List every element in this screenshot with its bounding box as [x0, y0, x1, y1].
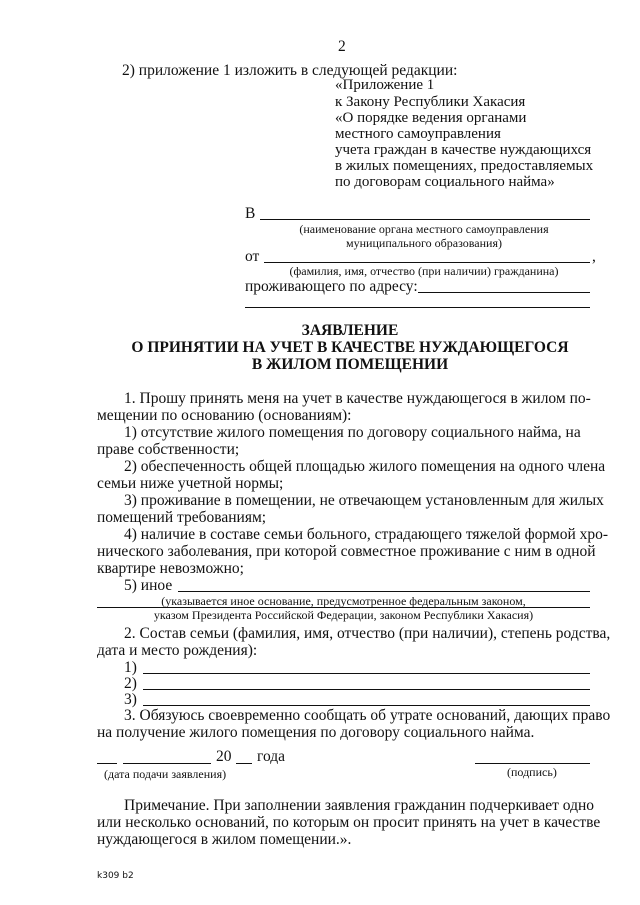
paragraph-3: 3. Обязуюсь своевременно сообщать об утрате оснований, дающих право [124, 707, 611, 724]
footer-code: k309 b2 [97, 871, 134, 881]
family-item-line[interactable] [143, 689, 590, 690]
address-field-line-2[interactable] [245, 307, 590, 308]
paragraph-3: на получение жилого помещения по договору социального найма. [97, 724, 535, 741]
other-reason-caption: (указывается иное основание, предусмотренное федеральным законом, [161, 594, 526, 608]
year-line[interactable] [236, 763, 252, 764]
other-reason-caption: указом Президента Российской Федерации, законом Республики Хакасия) [153, 608, 534, 622]
document-title: ЗАЯВЛЕНИЕ [301, 322, 399, 339]
appendix-line: учета граждан в качестве нуждающихся [335, 142, 592, 158]
reason-item: 4) наличие в составе семьи больного, страдающего тяжелой формой хро- [124, 526, 609, 543]
appendix-line: «О порядке ведения органами [335, 110, 527, 126]
to-field-line[interactable] [260, 219, 590, 220]
reason-item: 3) проживание в помещении, не отвечающем установленным для жилых [124, 492, 604, 509]
from-field-line[interactable] [264, 262, 590, 263]
year-suffix: года [257, 748, 286, 765]
appendix-line: по договорам социального найма» [335, 174, 555, 190]
document-subtitle: О ПРИНЯТИИ НА УЧЕТ В КАЧЕСТВЕ НУЖДАЮЩЕГОСЯ [131, 339, 569, 356]
other-reason-label: 5) иное [124, 577, 173, 594]
family-item-number: 2) [124, 675, 137, 692]
paragraph-2: 2. Состав семьи (фамилия, имя, отчество (при наличии), степень родства, [124, 625, 611, 642]
family-item-line[interactable] [143, 673, 590, 674]
appendix-line: в жилых помещениях, предоставляемых [335, 158, 594, 174]
reason-item: помещений требованиям; [97, 509, 267, 526]
page-number: 2 [338, 38, 346, 55]
paragraph-1: мещении по основанию (основаниям): [97, 407, 352, 424]
reason-item: 2) обеспеченность общей площадью жилого помещения на одного члена [124, 458, 606, 475]
signature-line[interactable] [475, 763, 590, 764]
signature-caption: (подпись) [507, 765, 557, 779]
date-month-line[interactable] [123, 763, 211, 764]
other-reason-line[interactable] [178, 591, 590, 592]
to-caption: (наименование органа местного самоуправления [299, 222, 549, 236]
paragraph-2: дата и место рождения): [97, 642, 258, 659]
note-line: Примечание. При заполнении заявления гражданин подчеркивает одно [124, 797, 595, 814]
appendix-line: к Закону Республики Хакасия [335, 94, 526, 110]
family-item-number: 3) [124, 691, 137, 708]
from-comma: , [592, 248, 596, 265]
address-field-line[interactable] [418, 292, 590, 293]
appendix-line: местного самоуправления [335, 126, 501, 142]
family-item-number: 1) [124, 659, 137, 676]
from-prefix: от [245, 248, 260, 265]
reason-item: квартире невозможно; [97, 560, 244, 577]
paragraph-1: 1. Прошу принять меня на учет в качестве нуждающегося в жилом по- [124, 390, 591, 407]
date-caption: (дата подачи заявления) [104, 767, 227, 781]
to-caption: муниципального образования) [346, 236, 502, 250]
year-prefix: 20 [216, 748, 232, 765]
from-caption: (фамилия, имя, отчество (при наличии) гражданина) [289, 264, 559, 278]
document-subtitle: В ЖИЛОМ ПОМЕЩЕНИИ [251, 356, 449, 373]
reason-item: праве собственности; [97, 441, 240, 458]
to-prefix: В [245, 205, 256, 222]
address-label: проживающего по адресу: [245, 278, 418, 295]
note-line: нуждающегося в жилом помещении.». [97, 831, 352, 848]
note-line: или несколько оснований, по которым он просит принять на учет в качестве [97, 814, 601, 831]
amendment-intro: 2) приложение 1 изложить в следующей редакции: [122, 62, 458, 79]
date-day-line[interactable] [97, 763, 117, 764]
reason-item: 1) отсутствие жилого помещения по договору социального найма, на [124, 424, 581, 441]
reason-item: семьи ниже учетной нормы; [97, 475, 284, 492]
reason-item: нического заболевания, при которой совместное проживание с ним в одной [97, 543, 596, 560]
family-item-line[interactable] [143, 705, 590, 706]
appendix-line: «Приложение 1 [335, 77, 435, 93]
